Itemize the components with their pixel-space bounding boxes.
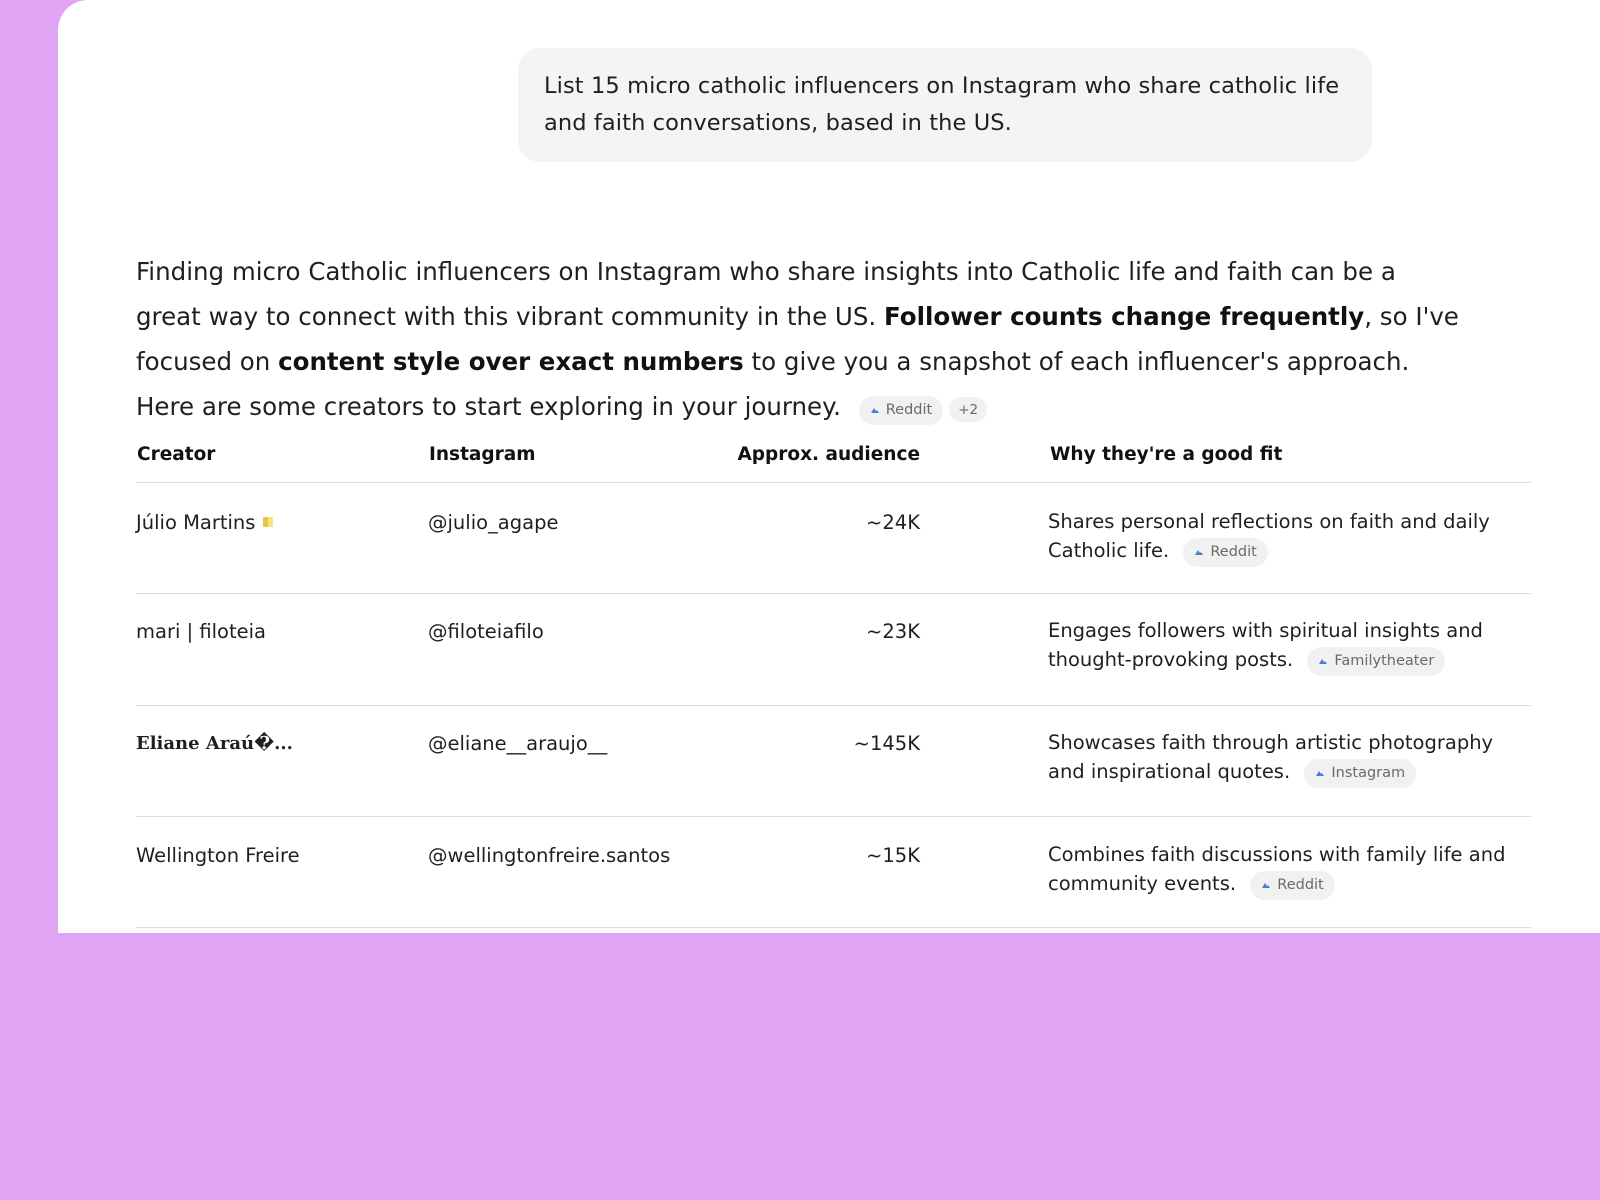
table-row	[136, 817, 1531, 928]
answer-bold-2: content style over exact numbers	[278, 347, 744, 376]
answer-text-1: Finding micro Catholic influencers on Instagram who share insights into Catholic life and faith can be a great way to connect with this vibrant community in the US.	[136, 257, 1396, 331]
source-favicon-icon	[871, 407, 879, 413]
creator-name: Wellington Freire	[136, 844, 300, 867]
table-row	[136, 483, 1531, 594]
why-cell	[1048, 840, 1528, 900]
creator-name: mari | filoteia	[136, 620, 266, 643]
why-cell	[1048, 507, 1528, 567]
audience-count: ~23K	[866, 620, 920, 643]
why-cell	[1048, 728, 1528, 788]
why-text: Combines faith discussions with family life and community events.	[1048, 843, 1506, 895]
chat-panel	[58, 0, 1600, 933]
answer-text-3: to give you a snapshot of each influencer's approach. Here are some creators to start exploring in your journey.	[136, 347, 1410, 421]
why-text: Engages followers with spiritual insights and thought-provoking posts.	[1048, 619, 1483, 671]
creator-cell	[136, 511, 273, 534]
source-chip[interactable]	[1183, 538, 1267, 567]
audience-count: ~24K	[866, 511, 920, 534]
source-chip-reddit[interactable]	[859, 396, 943, 425]
source-chip[interactable]	[1250, 871, 1334, 900]
why-cell	[1048, 616, 1528, 676]
why-text: Showcases faith through artistic photography and inspirational quotes.	[1048, 731, 1494, 783]
answer-text-2: , so I've focused on	[136, 302, 1459, 376]
audience-count: ~15K	[866, 844, 920, 867]
why-text: Shares personal reflections on faith and daily Catholic life.	[1048, 510, 1490, 562]
header-why: Why they're a good fit	[1050, 444, 1283, 465]
source-chip[interactable]	[1304, 759, 1416, 788]
instagram-handle: @julio_agape	[428, 511, 559, 534]
user-message-bubble	[518, 48, 1372, 162]
influencer-table	[136, 434, 1531, 928]
more-sources-chip[interactable]: +2	[949, 397, 987, 422]
source-chip-label: Instagram	[1331, 764, 1406, 781]
creator-name: Eliane Araú�...	[136, 733, 293, 754]
source-chip-label: Reddit	[1210, 543, 1257, 560]
audience-count: ~145K	[853, 732, 920, 755]
source-chip-label: Reddit	[1277, 876, 1324, 893]
creator-name: Júlio Martins	[136, 511, 256, 534]
source-favicon-icon	[1262, 882, 1270, 888]
source-chip-label: Familytheater	[1334, 652, 1435, 669]
source-favicon-icon	[1316, 770, 1324, 776]
assistant-answer	[136, 249, 1466, 429]
instagram-handle: @wellingtonfreire.santos	[428, 844, 671, 867]
header-audience: Approx. audience	[737, 444, 920, 465]
table-row	[136, 594, 1531, 706]
source-chip[interactable]	[1307, 647, 1445, 676]
user-message-text: List 15 micro catholic influencers on Instagram who share catholic life and faith conversations, based in the US.	[544, 73, 1340, 136]
header-creator: Creator	[137, 444, 216, 465]
table-row	[136, 706, 1531, 817]
flag-emoji-icon	[263, 517, 273, 527]
source-favicon-icon	[1319, 658, 1327, 664]
header-instagram: Instagram	[429, 444, 536, 465]
instagram-handle: @eliane__araujo__	[428, 732, 608, 755]
answer-bold-1: Follower counts change frequently	[884, 302, 1365, 331]
source-favicon-icon	[1195, 549, 1203, 555]
instagram-handle: @filoteiafilo	[428, 620, 544, 643]
table-header	[136, 434, 1531, 483]
source-chip-label: Reddit	[885, 401, 933, 418]
